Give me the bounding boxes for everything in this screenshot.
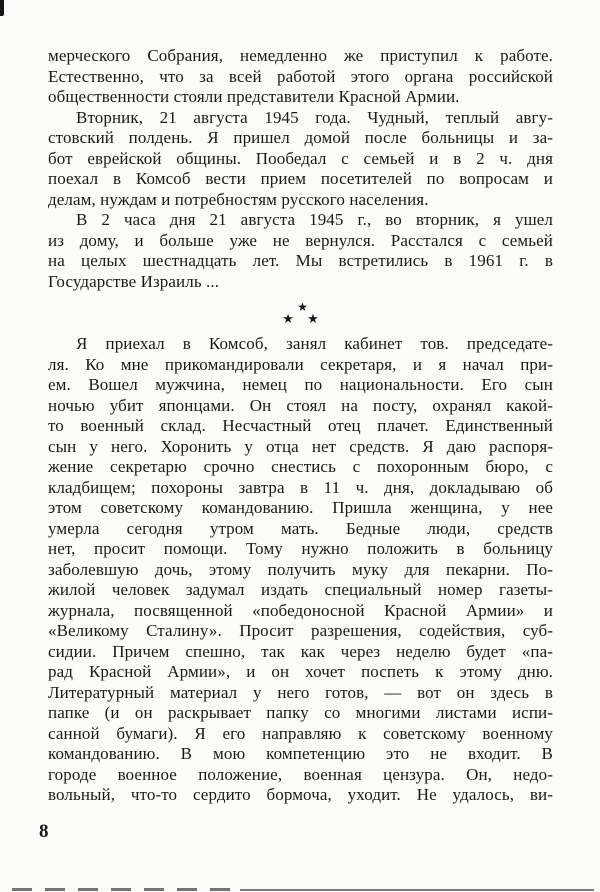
paragraph — [48, 108, 553, 211]
text-section-top — [48, 46, 553, 292]
text-line: Вторник, 21 августа 1945 года. Чудный, теплый авгу- — [76, 107, 553, 127]
text-line: В 2 часа дня 21 августа 1945 г., во вторник, я ушел — [76, 210, 553, 229]
page-number: 8 — [39, 821, 49, 842]
scan-artifact-corner-mark — [0, 0, 4, 16]
text-line: то военный склад. Несчастный отец плачет. Единственный — [48, 416, 553, 435]
text-section-bottom — [48, 334, 553, 806]
scan-artifact-edge-dashes — [12, 888, 234, 891]
text-line: из дому, и больше уже не вернулся. Расстался с семьей — [48, 230, 553, 250]
text-line: стовский полдень. Я пришел домой после больницы и за- — [48, 128, 553, 147]
text-line: санной бумаги). Я его направляю к советскому военному — [48, 723, 553, 743]
text-line: командованию. В мою компетенцию это не входит. В — [48, 744, 553, 763]
text-line: заболевшую дочь, этому получить муку для пекарни. По- — [48, 559, 553, 579]
text-line: делам, нуждам и потребностям русского населения. — [48, 189, 429, 209]
text-line: сидии. Причем спешно, так как через неделю будет «па- — [48, 641, 553, 661]
text-line: умерла сегодня утром мать. Бедные люди, средств — [48, 518, 553, 538]
text-line: этом советскому командованию. Пришла женщина, у нее — [48, 498, 553, 517]
scan-artifact-page-edge — [0, 888, 600, 891]
text-line: мерческого Собрания, немедленно же приступил к работе. — [48, 46, 553, 65]
star-icon: ★ — [297, 299, 308, 314]
text-line: ночью убит японцами. Он стоял на посту, охранял какой- — [48, 395, 553, 415]
text-line: журнала, посвященной «победоносной Красной Армии» и — [48, 600, 553, 620]
scan-artifact-edge-line — [240, 889, 594, 891]
text-line: вольный, что-то сердито бормоча, уходит. Не удалось, ви- — [48, 785, 553, 804]
text-line: кладбищем; похороны завтра в 11 ч. дня, докладываю об — [48, 477, 553, 497]
text-line: Я приехал в Комсоб, занял кабинет тов. председате- — [76, 334, 553, 353]
text-line: папке (и он раскрывает папку со многими листами испи- — [48, 703, 553, 722]
text-line: на целых шестнадцать лет. Мы встретились в 1961 г. в — [48, 251, 553, 270]
paragraph — [48, 46, 553, 108]
text-line: рад Красной Армии», и он хочет поспеть к этому дню. — [48, 662, 553, 681]
text-line: нет, просит помощи. Тому нужно положить в больницу — [48, 539, 553, 558]
text-line: «Великому Сталину». Просит разрешения, содействия, суб- — [48, 621, 553, 640]
text-line: жение секретарю срочно снестись с похоронным бюро, с — [48, 457, 553, 476]
text-line: Естественно, что за всей работой этого органа российской — [48, 66, 553, 86]
text-line: Литературный материал у него готов, — вот он здесь в — [48, 682, 553, 702]
text-line: ем. Вошел мужчина, немец по национальности. Его сын — [48, 375, 553, 394]
paragraph — [48, 334, 553, 806]
text-line: Государстве Израиль ... — [48, 271, 220, 291]
paragraph — [48, 210, 553, 292]
text-line: общественности стояли представители Красной Армии. — [48, 87, 460, 106]
section-divider — [48, 292, 553, 334]
text-line: городе военное положение, военная цензура. Он, недо- — [48, 764, 553, 784]
page-text-block — [48, 46, 553, 806]
text-line: сын у него. Хоронить у отца нет средств. Я даю распоря- — [48, 436, 553, 456]
text-line: ля. Ко мне прикомандировали секретаря, и я начал при- — [48, 354, 553, 374]
star-icon: ★ ★ — [282, 310, 324, 326]
text-line: жилой человек задумал издать специальный номер газеты- — [48, 580, 553, 599]
text-line: поехал в Комсоб вести прием посетителей по вопросам и — [48, 169, 553, 188]
text-line: бот еврейской общины. Пообедал с семьей и в 2 ч. дня — [48, 148, 553, 168]
